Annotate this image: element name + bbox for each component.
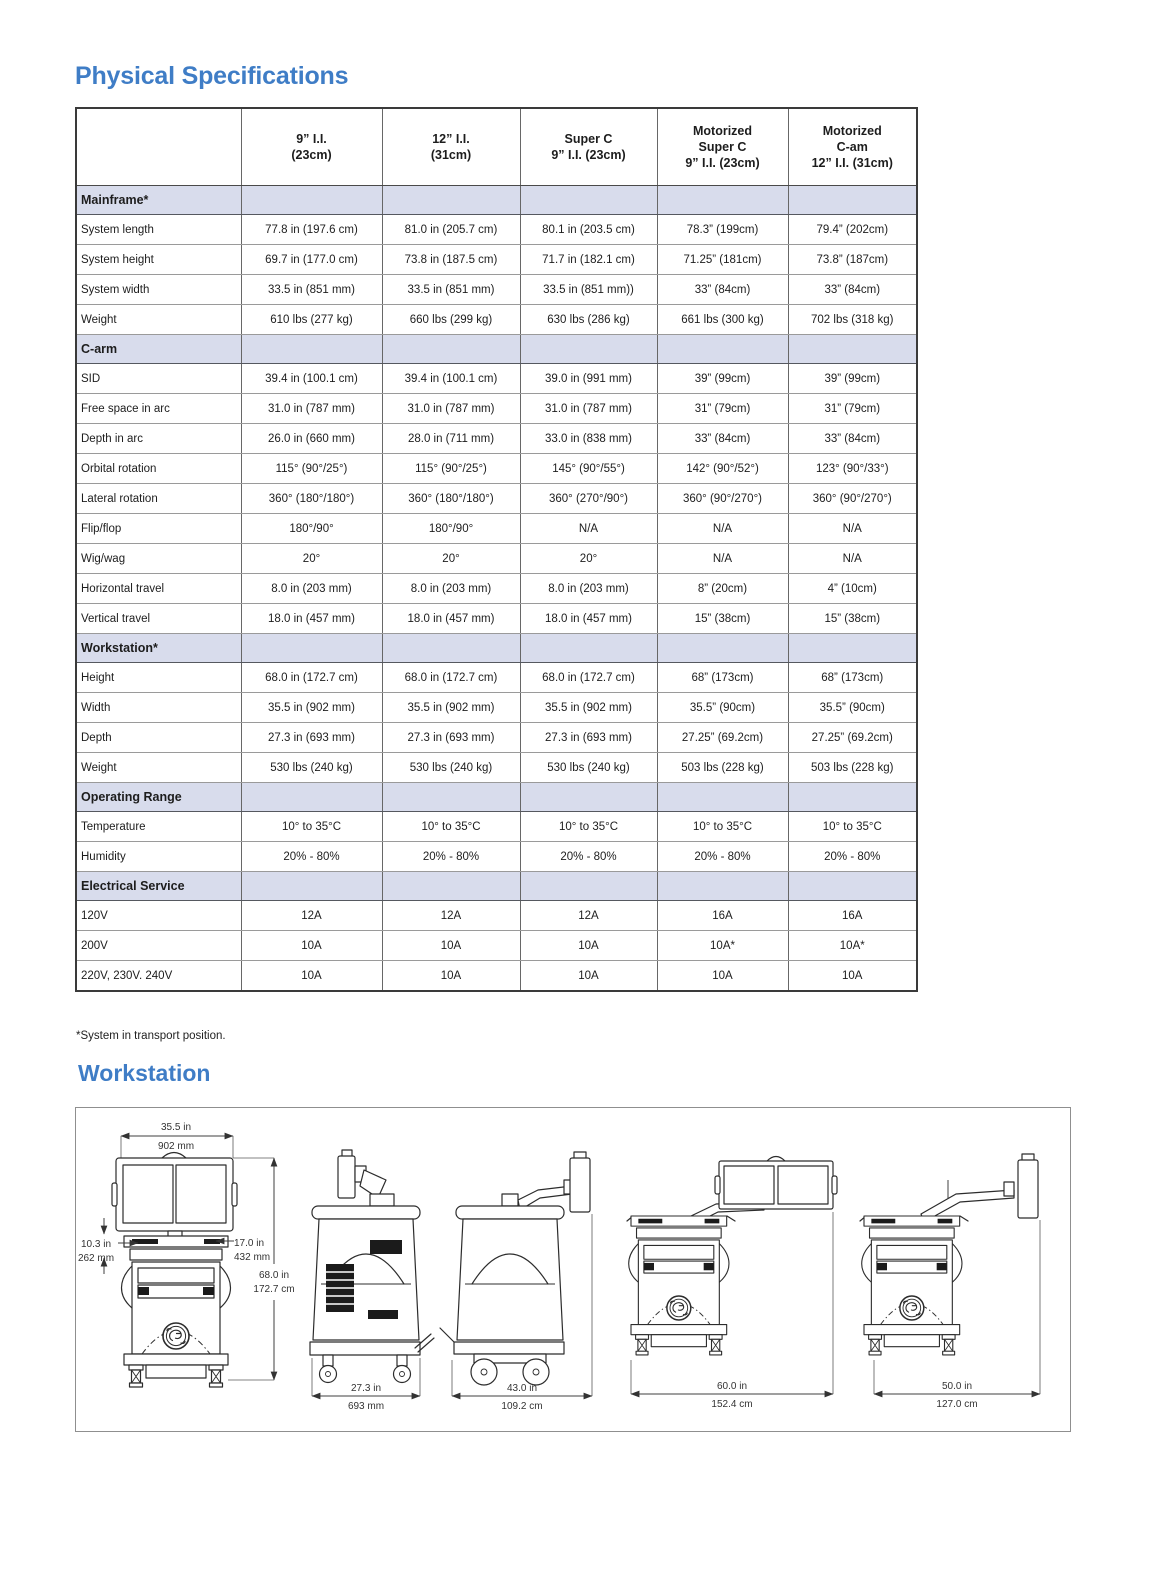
spec-value-cell: 10A [382,961,520,992]
spec-row-label: Wig/wag [76,544,241,574]
spec-value-cell: 10A* [657,931,788,961]
spec-value-cell: 20° [520,544,657,574]
spec-row-label: 220V, 230V. 240V [76,961,241,992]
spec-value-cell: 20° [241,544,382,574]
spec-value-cell: 10A [241,961,382,992]
section-header-cell [657,634,788,663]
spec-value-cell: 115° (90°/25°) [241,454,382,484]
section-header-label: Operating Range [76,783,241,812]
dimension-label: 35.5 in [160,1122,192,1133]
spec-value-cell: 10A [788,961,917,992]
spec-row-label: Depth in arc [76,424,241,454]
section-header-cell [520,783,657,812]
section-header-cell [788,872,917,901]
dimension-label: 43.0 in [506,1383,538,1394]
col-header-line: C-am [836,139,868,154]
spec-row [76,574,917,604]
spec-value-cell: N/A [788,544,917,574]
section-header-row [76,783,917,812]
spec-value-cell: 16A [657,901,788,931]
spec-value-cell: 78.3” (199cm) [657,215,788,245]
page-title: Physical Specifications [75,62,349,90]
spec-row [76,305,917,335]
dimension-label: 50.0 in [941,1381,973,1392]
dimension-label: 262 mm [77,1253,115,1264]
cart-drawing [122,1236,231,1387]
spec-row [76,812,917,842]
section-header-cell [382,634,520,663]
spec-value-cell: 33.0 in (838 mm) [520,424,657,454]
workstation-front-view-diagram [78,1122,295,1387]
spec-row-label: System length [76,215,241,245]
spec-row-label: Weight [76,305,241,335]
col-header-line: 12” I.I. [432,131,470,146]
spec-value-cell: 39.4 in (100.1 cm) [382,364,520,394]
spec-value-cell: 18.0 in (457 mm) [520,604,657,634]
section-header-cell [788,186,917,215]
section-header-row [76,872,917,901]
spec-value-cell: 77.8 in (197.6 cm) [241,215,382,245]
section-header-label: Electrical Service [76,872,241,901]
spec-row-label: Orbital rotation [76,454,241,484]
spec-value-cell: 33” (84cm) [788,424,917,454]
spec-row-label: Lateral rotation [76,484,241,514]
spec-row [76,604,917,634]
spec-row-label: Weight [76,753,241,783]
workstation-side-view-arm-extended-diagram [440,1152,592,1412]
spec-value-cell: 39” (99cm) [788,364,917,394]
spec-value-cell: 12A [382,901,520,931]
spec-row-label: System width [76,275,241,305]
spec-value-cell: 35.5” (90cm) [657,693,788,723]
spec-value-cell: 10A [657,961,788,992]
spec-value-cell: 33” (84cm) [657,424,788,454]
dual-monitor-drawing [715,1157,837,1210]
spec-value-cell: 20° [382,544,520,574]
spec-value-cell: 503 lbs (228 kg) [788,753,917,783]
section-header-cell [520,186,657,215]
section-header-cell [520,872,657,901]
spec-row-label: Humidity [76,842,241,872]
spec-value-cell: 10A [241,931,382,961]
spec-row [76,275,917,305]
spec-value-cell: 80.1 in (203.5 cm) [520,215,657,245]
section-header-row [76,186,917,215]
spec-value-cell: 123° (90°/33°) [788,454,917,484]
spec-value-cell: 71.25” (181cm) [657,245,788,275]
spec-value-cell: 33” (84cm) [788,275,917,305]
dimension-label: 693 mm [347,1401,385,1412]
spec-value-cell: 10A [520,961,657,992]
workstation-monitors-extended-diagram [627,1157,837,1411]
dimension-label: 68.0 in [258,1270,290,1281]
col-header-line: (31cm) [430,148,472,162]
spec-value-cell: 71.7 in (182.1 cm) [520,245,657,275]
spec-value-cell: 39.0 in (991 mm) [520,364,657,394]
workstation-diagrams [76,1108,1070,1431]
spec-table-header-row [76,108,917,186]
spec-row [76,961,917,992]
spec-value-cell: 27.25” (69.2cm) [657,723,788,753]
spec-value-cell: 33.5 in (851 mm)) [520,275,657,305]
col-header-line: Super C [698,139,747,154]
spec-value-cell: 35.5 in (902 mm) [520,693,657,723]
spec-value-cell: 35.5 in (902 mm) [241,693,382,723]
col-header-line: Motorized [692,123,753,138]
spec-value-cell: 27.3 in (693 mm) [382,723,520,753]
dimension-label: 152.4 cm [711,1399,753,1410]
spec-value-cell: 660 lbs (299 kg) [382,305,520,335]
spec-row [76,753,917,783]
spec-row-label: Width [76,693,241,723]
spec-value-cell: 10° to 35°C [657,812,788,842]
spec-value-cell: 33.5 in (851 mm) [241,275,382,305]
spec-value-cell: 33.5 in (851 mm) [382,275,520,305]
section-header-label: C-arm [76,335,241,364]
col-header-line: Motorized [822,123,882,138]
table-footnote: *System in transport position. [76,1030,226,1042]
col-header-line: 9” I.I. [296,131,327,146]
spec-value-cell: 31.0 in (787 mm) [382,394,520,424]
dimension-label: 27.3 in [350,1383,382,1394]
spec-row-label: Flip/flop [76,514,241,544]
spec-value-cell: 145° (90°/55°) [520,454,657,484]
section-header-label: Workstation* [76,634,241,663]
spec-value-cell: 360° (90°/270°) [657,484,788,514]
spec-value-cell: 18.0 in (457 mm) [241,604,382,634]
spec-row [76,693,917,723]
spec-value-cell: 20% - 80% [657,842,788,872]
spec-value-cell: 16A [788,901,917,931]
dimension-label: 17.0 in [234,1238,265,1249]
section-header-cell [520,634,657,663]
spec-value-cell: 31” (79cm) [788,394,917,424]
section-header-cell [241,783,382,812]
spec-row-label: Horizontal travel [76,574,241,604]
spec-value-cell: 27.25” (69.2cm) [788,723,917,753]
spec-value-cell: 20% - 80% [241,842,382,872]
section-header-cell [520,335,657,364]
spec-value-cell: 610 lbs (277 kg) [241,305,382,335]
section-header-cell [788,634,917,663]
spec-value-cell: 39” (99cm) [657,364,788,394]
section-header-cell [657,335,788,364]
spec-row-label: Temperature [76,812,241,842]
spec-row-label: Free space in arc [76,394,241,424]
spec-value-cell: 360° (270°/90°) [520,484,657,514]
spec-value-cell: 503 lbs (228 kg) [657,753,788,783]
section-header-label: Mainframe* [76,186,241,215]
spec-row [76,364,917,394]
spec-value-cell: 530 lbs (240 kg) [520,753,657,783]
spec-row [76,514,917,544]
col-header-line: Super C [564,131,613,146]
spec-row-label: Vertical travel [76,604,241,634]
spec-row [76,663,917,693]
spec-value-cell: 8.0 in (203 mm) [241,574,382,604]
spec-col-header-12ii [382,108,520,186]
spec-value-cell: 68.0 in (172.7 cm) [241,663,382,693]
spec-row [76,901,917,931]
spec-value-cell: 12A [520,901,657,931]
spec-value-cell: 8.0 in (203 mm) [382,574,520,604]
spec-value-cell: 31.0 in (787 mm) [520,394,657,424]
spec-row [76,723,917,753]
spec-value-cell: 27.3 in (693 mm) [520,723,657,753]
spec-col-header-motorized-cam [788,108,917,186]
cart-drawing [629,1216,729,1355]
workstation-side-view-diagram [310,1150,434,1412]
workstation-figure [75,1107,1071,1432]
spec-value-cell: 73.8” (187cm) [788,245,917,275]
col-header-line: 9” I.I. (23cm) [685,156,760,171]
spec-value-cell: 68.0 in (172.7 cm) [382,663,520,693]
spec-value-cell: 180°/90° [241,514,382,544]
spec-row [76,544,917,574]
spec-value-cell: 530 lbs (240 kg) [241,753,382,783]
spec-value-cell: 10° to 35°C [788,812,917,842]
spec-row-label: Depth [76,723,241,753]
spec-value-cell: N/A [657,544,788,574]
spec-row [76,215,917,245]
spec-value-cell: 33” (84cm) [657,275,788,305]
spec-row [76,424,917,454]
spec-value-cell: 31” (79cm) [657,394,788,424]
spec-row [76,842,917,872]
spec-value-cell: N/A [657,514,788,544]
spec-value-cell: 81.0 in (205.7 cm) [382,215,520,245]
spec-value-cell: 360° (180°/180°) [382,484,520,514]
spec-value-cell: 31.0 in (787 mm) [241,394,382,424]
spec-value-cell: 35.5 in (902 mm) [382,693,520,723]
dimension-label: 902 mm [157,1141,195,1152]
spec-value-cell: 68” (173cm) [657,663,788,693]
spec-col-header-9ii [241,108,382,186]
dimension-label: 127.0 cm [936,1399,978,1410]
section-header-cell [241,335,382,364]
spec-value-cell: 12A [241,901,382,931]
spec-value-cell: 15” (38cm) [788,604,917,634]
section-header-cell [382,783,520,812]
section-header-cell [788,783,917,812]
spec-value-cell: 8.0 in (203 mm) [520,574,657,604]
spec-value-cell: 10A [382,931,520,961]
spec-row [76,931,917,961]
dimension-label: 172.7 cm [253,1284,295,1295]
col-header-line: (23cm) [291,148,332,162]
spec-value-cell: 360° (180°/180°) [241,484,382,514]
spec-value-cell: N/A [788,514,917,544]
spec-value-cell: 360° (90°/270°) [788,484,917,514]
spec-value-cell: 4” (10cm) [788,574,917,604]
workstation-monitor-extended-diagram [860,1154,1040,1410]
spec-value-cell: 10° to 35°C [520,812,657,842]
spec-row-label: SID [76,364,241,394]
spec-value-cell: 10A* [788,931,917,961]
spec-value-cell: 18.0 in (457 mm) [382,604,520,634]
spec-value-cell: 20% - 80% [382,842,520,872]
spec-row-label: 200V [76,931,241,961]
spec-value-cell: 530 lbs (240 kg) [382,753,520,783]
spec-row-label: Height [76,663,241,693]
spec-value-cell: 142° (90°/52°) [657,454,788,484]
spec-value-cell: 79.4” (202cm) [788,215,917,245]
spec-value-cell: N/A [520,514,657,544]
workstation-heading: Workstation [78,1060,211,1086]
spec-value-cell: 68.0 in (172.7 cm) [520,663,657,693]
spec-value-cell: 661 lbs (300 kg) [657,305,788,335]
spec-value-cell: 10° to 35°C [382,812,520,842]
spec-value-cell: 35.5” (90cm) [788,693,917,723]
spec-value-cell: 28.0 in (711 mm) [382,424,520,454]
spec-value-cell: 27.3 in (693 mm) [241,723,382,753]
dimension-label: 60.0 in [716,1381,748,1392]
section-header-cell [382,872,520,901]
section-header-row [76,335,917,364]
spec-value-cell: 8” (20cm) [657,574,788,604]
spec-row [76,484,917,514]
spec-value-cell: 20% - 80% [520,842,657,872]
spec-value-cell: 68” (173cm) [788,663,917,693]
dimension-label: 109.2 cm [501,1401,543,1412]
section-header-cell [241,634,382,663]
section-header-row [76,634,917,663]
col-header-line: 9” I.I. (23cm) [551,148,626,162]
spec-col-header-motorized-superc [657,108,788,186]
spec-value-cell: 115° (90°/25°) [382,454,520,484]
section-header-cell [382,335,520,364]
spec-value-cell: 73.8 in (187.5 cm) [382,245,520,275]
spec-value-cell: 630 lbs (286 kg) [520,305,657,335]
dimension-label: 10.3 in [80,1239,112,1250]
spec-value-cell: 26.0 in (660 mm) [241,424,382,454]
col-header-line: 12” I.I. (31cm) [811,156,893,171]
section-header-cell [382,186,520,215]
section-header-cell [657,872,788,901]
spec-value-cell: 20% - 80% [788,842,917,872]
spec-table-body [76,186,917,992]
spec-value-cell: 702 lbs (318 kg) [788,305,917,335]
spec-row [76,394,917,424]
dual-monitor-drawing [112,1153,237,1232]
spec-col-header-superc [520,108,657,186]
section-header-cell [657,783,788,812]
spec-row [76,454,917,484]
spec-value-cell: 15” (38cm) [657,604,788,634]
spec-value-cell: 69.7 in (177.0 cm) [241,245,382,275]
section-header-cell [788,335,917,364]
spec-table [75,107,918,992]
spec-col-header-empty [76,108,241,186]
spec-row [76,245,917,275]
spec-value-cell: 10° to 35°C [241,812,382,842]
section-header-cell [241,186,382,215]
spec-row-label: 120V [76,901,241,931]
section-header-cell [657,186,788,215]
spec-value-cell: 39.4 in (100.1 cm) [241,364,382,394]
spec-value-cell: 10A [520,931,657,961]
section-header-cell [241,872,382,901]
dimension-label: 432 mm [234,1252,271,1263]
spec-row-label: System height [76,245,241,275]
spec-value-cell: 180°/90° [382,514,520,544]
cart-drawing [862,1216,962,1355]
